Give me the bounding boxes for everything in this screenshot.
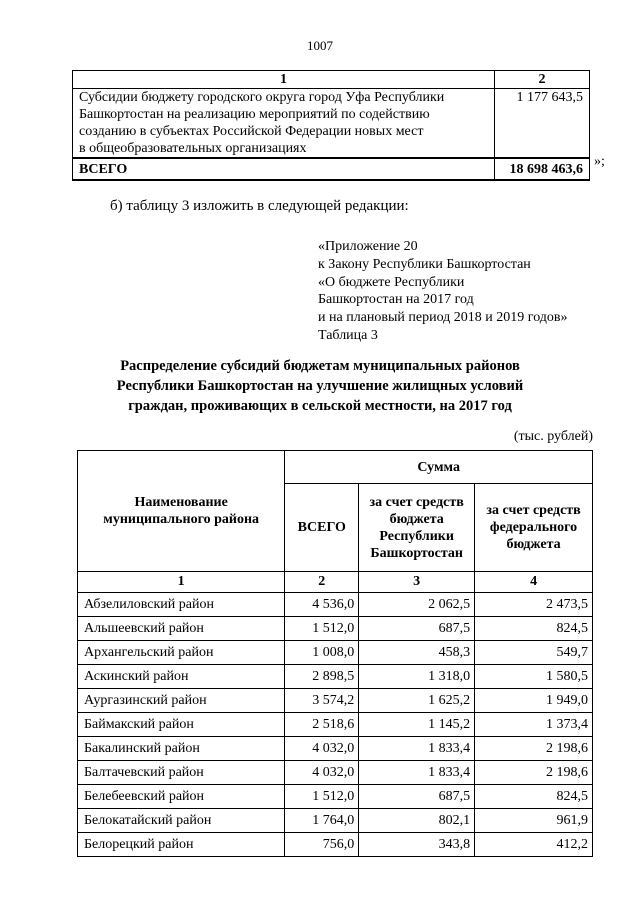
header-district-name: Наименование муниципального района <box>78 451 285 572</box>
header-rb-budget: за счет средств бюджета Республики Башкортостан <box>359 484 475 572</box>
title-line: граждан, проживающих в сельской местности, на 2017 год <box>128 398 512 414</box>
description-line: в общеобразовательных организациях <box>79 141 307 156</box>
subparagraph-b: б) таблицу 3 изложить в следующей редакции: <box>110 198 409 214</box>
district-name: Альшеевский район <box>78 617 285 641</box>
table-row <box>78 833 593 857</box>
row-total: 2 898,5 <box>285 665 359 689</box>
col-number: 1 <box>78 572 285 593</box>
table-row <box>78 665 593 689</box>
row-rb-amount: 458,3 <box>359 641 475 665</box>
row-federal-amount: 961,9 <box>475 809 593 833</box>
district-name: Баймакский район <box>78 713 285 737</box>
col-header-1: 1 <box>73 71 495 89</box>
description-line: Башкортостан на реализацию мероприятий по содействию <box>79 107 430 122</box>
col-number: 2 <box>285 572 359 593</box>
table-row <box>78 617 593 641</box>
appendix-line: Таблица 3 <box>318 327 378 343</box>
table-body <box>78 593 593 857</box>
row-federal-amount: 824,5 <box>475 785 593 809</box>
title-line: Республики Башкортостан на улучшение жилищных условий <box>116 378 524 394</box>
row-federal-amount: 2 198,6 <box>475 737 593 761</box>
table-row <box>78 593 593 617</box>
row-federal-amount: 1 373,4 <box>475 713 593 737</box>
row-total: 1 008,0 <box>285 641 359 665</box>
row-total: 1 512,0 <box>285 617 359 641</box>
description-line: Субсидии бюджету городского округа город Уфа Республики <box>79 90 445 105</box>
district-name: Белорецкий район <box>78 833 285 857</box>
row-rb-amount: 687,5 <box>359 785 475 809</box>
subsidy-distribution-table <box>77 450 593 857</box>
total-amount: 18 698 463,6 <box>495 158 590 180</box>
row-rb-amount: 802,1 <box>359 809 475 833</box>
table-row <box>78 641 593 665</box>
row-federal-amount: 1 580,5 <box>475 665 593 689</box>
row-rb-amount: 1 833,4 <box>359 737 475 761</box>
description-line: созданию в субъектах Российской Федерации новых мест <box>79 124 424 139</box>
row-federal-amount: 824,5 <box>475 617 593 641</box>
district-name: Архангельский район <box>78 641 285 665</box>
row-total: 4 032,0 <box>285 737 359 761</box>
header-sum: Сумма <box>285 451 593 484</box>
district-name: Абзелиловский район <box>78 593 285 617</box>
appendix-line: «Приложение 20 <box>318 239 418 254</box>
row-rb-amount: 1 625,2 <box>359 689 475 713</box>
appendix-line: Башкортостан на 2017 год <box>318 292 474 308</box>
col-number: 4 <box>475 572 593 593</box>
table-row <box>78 713 593 737</box>
header-total: ВСЕГО <box>285 484 359 572</box>
row-federal-amount: 549,7 <box>475 641 593 665</box>
row-federal-amount: 412,2 <box>475 833 593 857</box>
appendix-line: и на плановый период 2018 и 2019 годов» <box>318 310 568 326</box>
title-line: Распределение субсидий бюджетам муниципальных районов <box>120 358 520 374</box>
table-row <box>78 761 593 785</box>
row-total: 1 512,0 <box>285 785 359 809</box>
subsidy-table-top <box>72 70 590 181</box>
district-name: Аскинский район <box>78 665 285 689</box>
table-row <box>78 785 593 809</box>
table-row <box>78 737 593 761</box>
district-name: Бакалинский район <box>78 737 285 761</box>
table-row <box>78 689 593 713</box>
row-rb-amount: 687,5 <box>359 617 475 641</box>
row-federal-amount: 1 949,0 <box>475 689 593 713</box>
row-total: 1 764,0 <box>285 809 359 833</box>
row-total: 2 518,6 <box>285 713 359 737</box>
district-name: Белебеевский район <box>78 785 285 809</box>
row-total: 756,0 <box>285 833 359 857</box>
row-rb-amount: 343,8 <box>359 833 475 857</box>
units-note: (тыс. рублей) <box>513 429 593 444</box>
row-rb-amount: 2 062,5 <box>359 593 475 617</box>
page-number: 1007 <box>307 38 333 53</box>
row-rb-amount: 1 145,2 <box>359 713 475 737</box>
subsidy-description <box>73 89 495 159</box>
row-total: 4 032,0 <box>285 761 359 785</box>
header-federal-budget: за счет средств федерального бюджета <box>475 484 593 572</box>
row-rb-amount: 1 833,4 <box>359 761 475 785</box>
col-header-2: 2 <box>495 71 590 89</box>
row-federal-amount: 2 198,6 <box>475 761 593 785</box>
appendix-line: «О бюджете Республики <box>318 274 465 290</box>
row-federal-amount: 2 473,5 <box>475 593 593 617</box>
total-label: ВСЕГО <box>73 158 495 180</box>
appendix-heading <box>318 238 568 345</box>
table-title <box>90 356 550 416</box>
district-name: Аургазинский район <box>78 689 285 713</box>
district-name: Балтачевский район <box>78 761 285 785</box>
closing-quote: »; <box>594 154 605 169</box>
subsidy-amount: 1 177 643,5 <box>495 89 590 159</box>
district-name: Белокатайский район <box>78 809 285 833</box>
table-row <box>78 809 593 833</box>
row-total: 4 536,0 <box>285 593 359 617</box>
row-total: 3 574,2 <box>285 689 359 713</box>
row-rb-amount: 1 318,0 <box>359 665 475 689</box>
col-number: 3 <box>359 572 475 593</box>
appendix-line: к Закону Республики Башкортостан <box>318 256 531 272</box>
